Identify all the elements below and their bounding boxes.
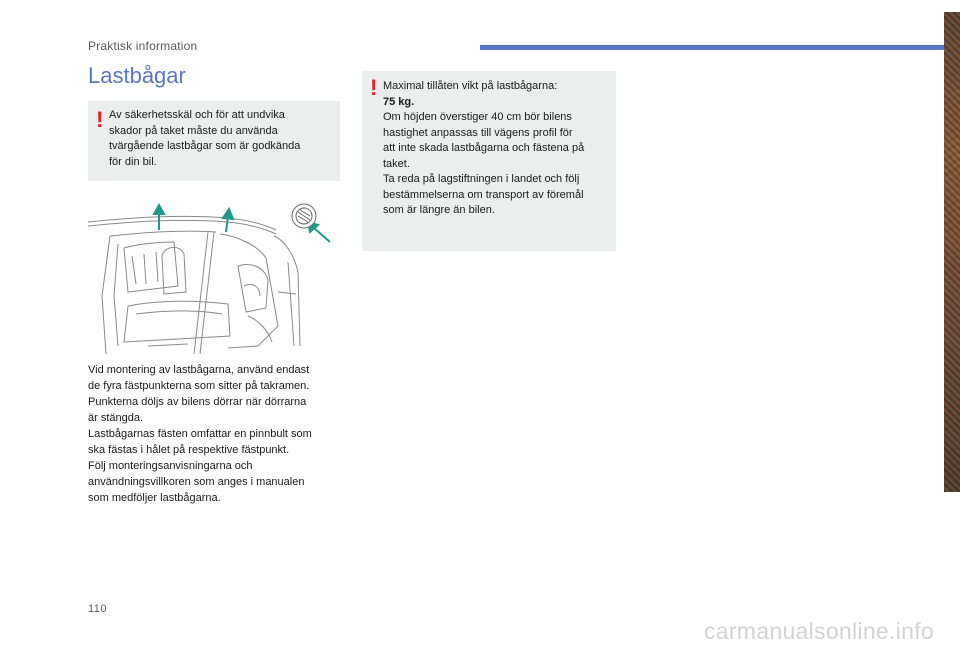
warning-line: hastighet anpassas till vägens profil för [383, 126, 573, 139]
body-line: ska fästas i hålet på respektive fästpunkt. [88, 444, 290, 456]
body-line: Följ monteringsanvisningarna och [88, 460, 253, 472]
page-number: 110 [88, 603, 108, 615]
car-roof-illustration [88, 196, 340, 354]
side-photo-strip [944, 12, 960, 492]
mounting-instructions [88, 362, 348, 506]
warning-line: som är längre än bilen. [383, 204, 495, 216]
warning-line: bestämmelserna om transport av föremål [383, 188, 584, 201]
body-line: Punkterna döljs av bilens dörrar när dörrarna [88, 396, 307, 408]
warning-line: för din bil. [109, 155, 157, 168]
warning-exclamation-icon: ! [370, 75, 378, 100]
section-label: Praktisk information [88, 39, 198, 53]
watermark: carmanualsonline.info [703, 618, 934, 644]
body-line: som medföljer lastbågarna. [88, 492, 221, 504]
warning-line: skador på taket måste du använda [109, 124, 278, 137]
warning-line: Av säkerhetsskäl och för att undvika [109, 109, 285, 121]
body-line: Lastbågarnas fästen omfattar en pinnbult som [88, 428, 312, 440]
warning-exclamation-icon: ! [96, 107, 104, 132]
warning-line: att inte skada lastbågarna och fästena på [383, 142, 585, 154]
warning-line: Om höjden överstiger 40 cm bör bilens [383, 111, 572, 123]
body-line: är stängda. [88, 412, 144, 424]
warning-line: tvärgående lastbågar som är godkända [109, 140, 301, 152]
page-title: Lastbågar [88, 63, 186, 88]
body-line: Vid montering av lastbågarna, använd endast [88, 364, 310, 376]
warning-line: Ta reda på lagstiftningen i landet och följ [383, 173, 580, 185]
warning-text [383, 79, 606, 219]
warning-line: Maximal tillåten vikt på lastbågarna: [383, 80, 558, 92]
car-roof-mounting-points-icon [88, 196, 340, 354]
max-load-value: 75 kg. [383, 95, 415, 108]
header-rule [480, 45, 944, 50]
body-line: användningsvillkoren som anges i manualen [88, 476, 305, 488]
warning-line-bold [383, 95, 606, 111]
warning-box-safety [88, 101, 340, 181]
warning-text [109, 108, 330, 170]
warning-box-load [362, 71, 616, 251]
body-line: de fyra fästpunkterna som sitter på takramen. [88, 380, 310, 392]
warning-line: taket. [383, 157, 410, 170]
